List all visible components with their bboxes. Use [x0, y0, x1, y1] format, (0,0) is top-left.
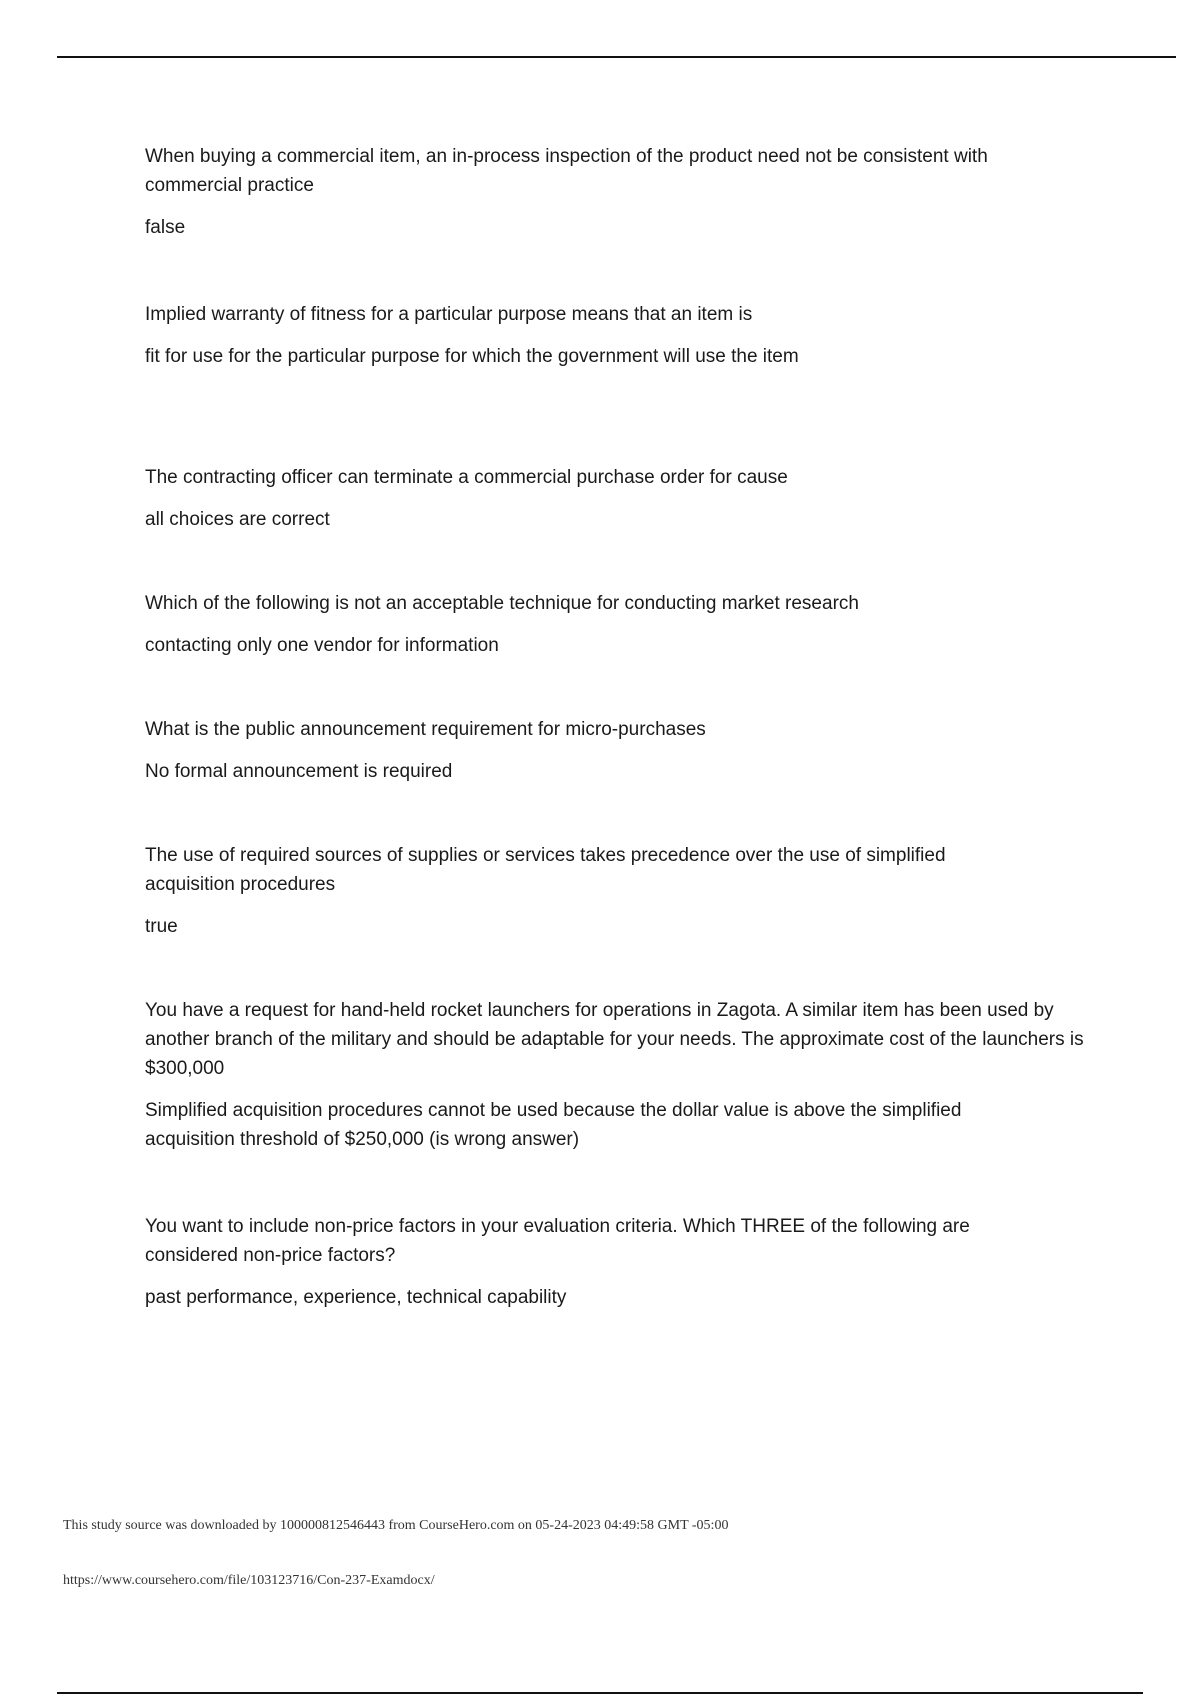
- qa-item-3: [145, 463, 1095, 534]
- question-list: [145, 142, 1095, 1312]
- top-divider: [57, 56, 1176, 58]
- source-url: https://www.coursehero.com/file/103123716/Con-237-Examdocx/: [63, 1573, 435, 1588]
- bottom-divider: [57, 1692, 1143, 1694]
- answer-text: true: [145, 916, 178, 937]
- download-source-note: This study source was downloaded by 100000812546443 from CourseHero.com on 05-24-2023 04:49:58 GMT -05:00: [63, 1518, 729, 1533]
- question-text: Implied warranty of fitness for a particular purpose means that an item is: [145, 304, 753, 325]
- answer-text: false: [145, 217, 186, 238]
- answer-text: fit for use for the particular purpose for which the government will use the item: [145, 346, 799, 367]
- answer-text: contacting only one vendor for information: [145, 635, 499, 656]
- question-text: The use of required sources of supplies or services takes precedence over the use of simplified acquisition procedures: [145, 845, 946, 895]
- qa-item-8: [145, 1212, 1095, 1312]
- qa-item-1: [145, 142, 1095, 242]
- answer-text: all choices are correct: [145, 509, 330, 530]
- question-text: The contracting officer can terminate a commercial purchase order for cause: [145, 467, 788, 488]
- qa-item-2: [145, 300, 1095, 371]
- answer-text: Simplified acquisition procedures cannot be used because the dollar value is above the simplified acquisition threshold of $250,000 (is wrong answer): [145, 1100, 962, 1150]
- question-text: Which of the following is not an acceptable technique for conducting market research: [145, 593, 859, 614]
- question-text: What is the public announcement requirement for micro-purchases: [145, 719, 706, 740]
- question-text: You have a request for hand-held rocket launchers for operations in Zagota. A similar item has been used by another branch of the military and should be adaptable for your needs. The approximate cost of the launchers is $300,000: [145, 1000, 1084, 1079]
- question-text: You want to include non-price factors in your evaluation criteria. Which THREE of the following are considered non-price factors?: [145, 1216, 970, 1266]
- qa-item-6: [145, 841, 1095, 941]
- qa-item-7: [145, 996, 1095, 1154]
- qa-item-5: [145, 715, 1095, 786]
- qa-item-4: [145, 589, 1095, 660]
- question-text: When buying a commercial item, an in-process inspection of the product need not be consistent with commercial practice: [145, 146, 988, 196]
- answer-text: past performance, experience, technical capability: [145, 1287, 567, 1308]
- answer-text: No formal announcement is required: [145, 761, 453, 782]
